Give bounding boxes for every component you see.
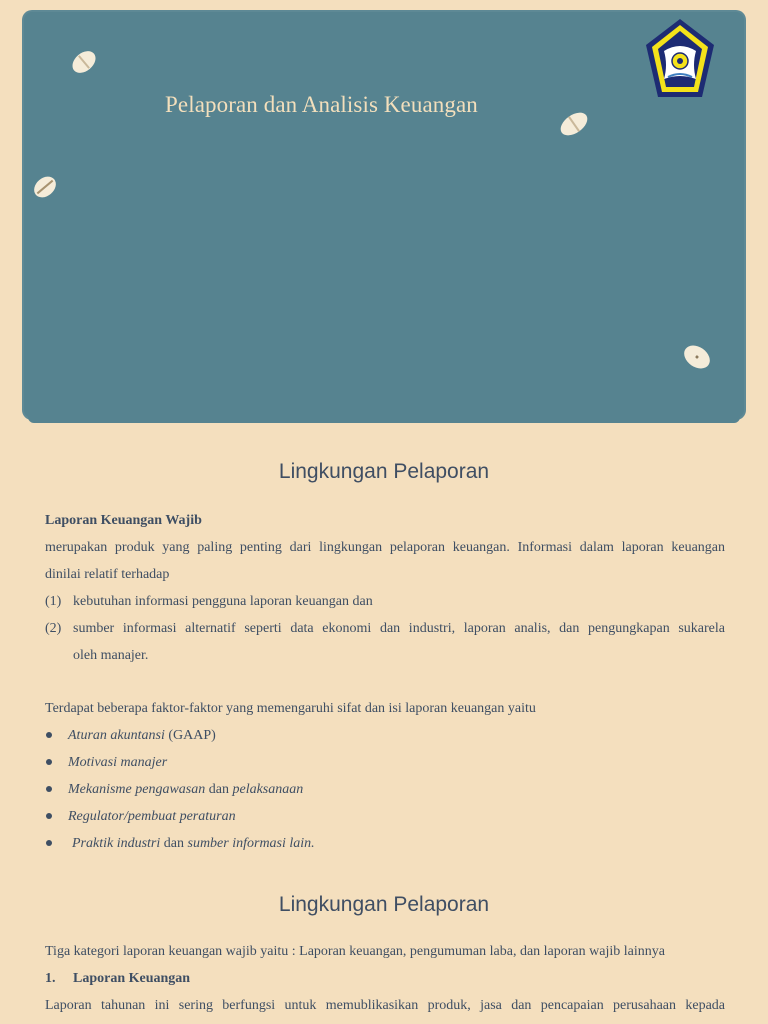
factors-intro: Terdapat beberapa faktor-faktor yang memengaruhi sifat dan isi laporan keuangan yaitu bbox=[45, 701, 536, 716]
bullet-icon bbox=[46, 813, 52, 819]
list-item-continuation: oleh manajer. bbox=[73, 648, 149, 663]
slide-title: Pelaporan dan Analisis Keuangan bbox=[165, 92, 478, 117]
list-item: sumber informasi alternatif seperti data ekonomi dan industri, laporan analis, dan pengungkapan sukarela bbox=[73, 621, 725, 636]
paragraph-line: dinilai relatif terhadap bbox=[45, 567, 170, 582]
list-number: (1) bbox=[45, 594, 62, 609]
bullet-italic-text: Motivasi manajer bbox=[68, 755, 168, 770]
bullet-italic-text: sumber informasi lain. bbox=[187, 836, 315, 851]
paragraph-line: merupakan produk yang paling penting dari lingkungan pelaporan keuangan. Informasi dalam laporan keuangan bbox=[45, 540, 725, 555]
title-slide bbox=[22, 10, 746, 420]
bullet-italic-text: Aturan akuntansi bbox=[68, 728, 165, 743]
bullet-text: dan bbox=[205, 782, 233, 797]
paragraph-line: Laporan tahunan ini sering berfungsi untuk memublikasikan produk, jasa dan pencapaian perusahaan kepada bbox=[45, 998, 725, 1013]
decorative-pill-icon bbox=[680, 340, 714, 374]
university-crest-logo bbox=[644, 17, 716, 101]
bullet-item bbox=[68, 803, 236, 830]
section-intro: Tiga kategori laporan keuangan wajib yaitu : Laporan keuangan, pengumuman laba, dan laporan wajib lainnya bbox=[45, 944, 665, 959]
list-number: 1. bbox=[45, 971, 56, 986]
bullet-italic-text: Regulator/pembuat peraturan bbox=[68, 809, 236, 824]
bullet-italic-text: Praktik industri bbox=[72, 836, 161, 851]
bullet-icon bbox=[46, 732, 52, 738]
bullet-icon bbox=[46, 840, 52, 846]
decorative-pill-icon bbox=[68, 46, 100, 78]
decorative-pill-icon bbox=[29, 171, 61, 203]
section-heading: Lingkungan Pelaporan bbox=[278, 893, 490, 916]
list-item: kebutuhan informasi pengguna laporan keuangan dan bbox=[73, 594, 373, 609]
list-item-label: Laporan Keuangan bbox=[73, 971, 191, 986]
bullet-text: dan bbox=[160, 836, 188, 851]
bullet-item bbox=[72, 830, 315, 857]
subheading: Laporan Keuangan Wajib bbox=[45, 513, 202, 528]
section-heading: Lingkungan Pelaporan bbox=[278, 460, 490, 483]
bullet-italic-text: Mekanisme pengawasan bbox=[68, 782, 206, 797]
bullet-text: (GAAP) bbox=[164, 728, 216, 743]
bullet-item bbox=[68, 722, 216, 749]
decorative-pill-icon bbox=[557, 108, 591, 140]
list-number: (2) bbox=[45, 621, 62, 636]
bullet-icon bbox=[46, 786, 52, 792]
bullet-italic-text: pelaksanaan bbox=[232, 782, 304, 797]
bullet-item bbox=[68, 776, 303, 803]
bullet-item bbox=[68, 749, 167, 776]
bullet-icon bbox=[46, 759, 52, 765]
